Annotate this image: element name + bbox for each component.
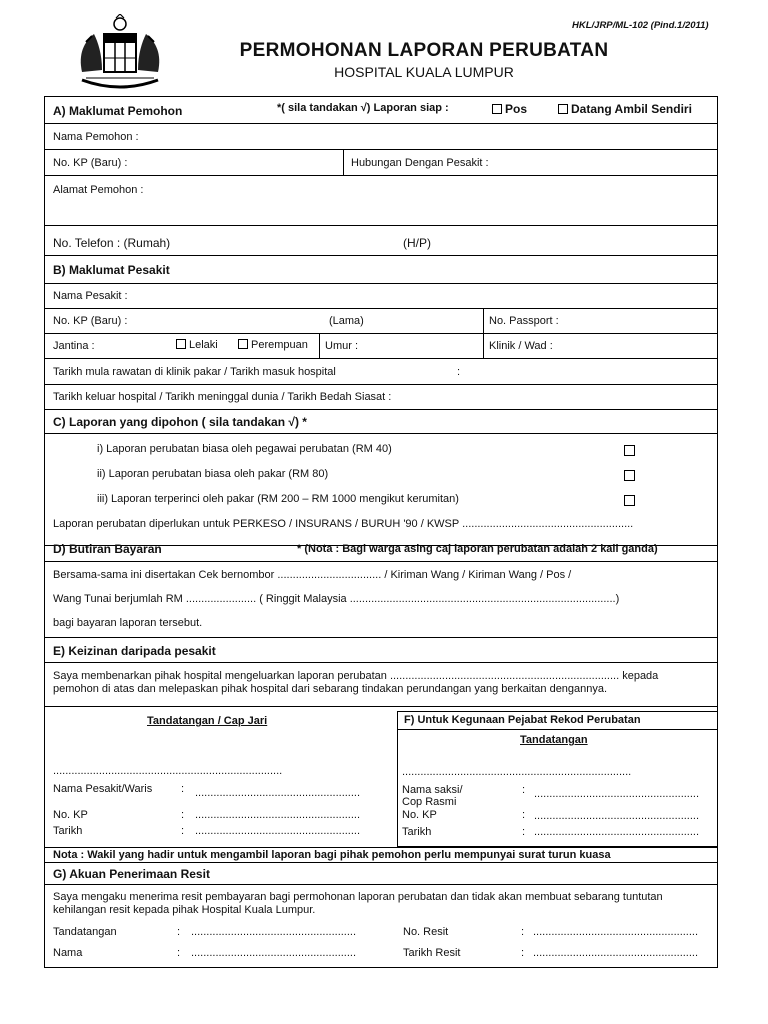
report-purpose-label: Laporan perubatan diperlukan untuk PERKESO / INSURANS / BURUH '90 / KWSP ........................................................ bbox=[53, 518, 634, 530]
receipt-no-field[interactable]: ...................................................... bbox=[533, 926, 699, 938]
consent-block bbox=[45, 663, 717, 707]
section-g-title: G) Akuan Penerimaan Resit bbox=[53, 867, 210, 881]
sign-ic-colon: : bbox=[181, 809, 185, 821]
section-c-header bbox=[45, 410, 717, 434]
receipt-text-1: Saya mengaku menerima resit pembayaran bagi permohonan laporan perubatan dan tidak akan membuat sebarang tuntutan bbox=[53, 891, 663, 903]
section-e-header bbox=[45, 638, 717, 663]
phone-home-label: No. Telefon : (Rumah) bbox=[53, 236, 171, 250]
authorization-note-row bbox=[45, 847, 717, 863]
ready-note: *( sila tandakan √) Laporan siap : bbox=[277, 102, 449, 114]
section-a-header bbox=[45, 97, 717, 124]
report-type-3-label: iii) Laporan terperinci oleh pakar (RM 200 – RM 1000 mengikut kerumitan) bbox=[97, 493, 459, 505]
checkbox-self-pickup[interactable] bbox=[558, 104, 568, 114]
officer-signature-title: Tandatangan bbox=[520, 734, 588, 746]
section-a-title: A) Maklumat Pemohon bbox=[53, 104, 183, 118]
officer-ic-label: No. KP bbox=[402, 809, 437, 821]
receipt-date-field[interactable]: ...................................................... bbox=[533, 947, 699, 959]
report-type-2-checkbox[interactable] bbox=[621, 470, 638, 483]
receipt-no-colon: : bbox=[521, 926, 525, 938]
applicant-name-row[interactable] bbox=[45, 124, 717, 150]
officer-signature-line[interactable]: ........................................................................... bbox=[402, 766, 632, 778]
officer-date-colon: : bbox=[522, 826, 526, 838]
female-label: Perempuan bbox=[251, 339, 308, 351]
applicant-address-label: Alamat Pemohon : bbox=[53, 184, 144, 196]
office-use-block bbox=[397, 711, 717, 847]
report-type-2-label: ii) Laporan perubatan biasa oleh pakar (RM 80) bbox=[97, 468, 329, 480]
receipt-date-colon: : bbox=[521, 947, 525, 959]
checkbox-female[interactable] bbox=[238, 339, 248, 349]
patient-name-waris-colon: : bbox=[181, 783, 185, 795]
officer-date-label: Tarikh bbox=[402, 826, 432, 838]
option-male[interactable] bbox=[173, 339, 218, 351]
option-female[interactable] bbox=[235, 339, 308, 351]
witness-name-field[interactable]: ...................................................... bbox=[534, 788, 700, 800]
patient-name-label: Nama Pesakit : bbox=[53, 290, 128, 302]
passport-label: No. Passport : bbox=[489, 315, 559, 327]
sign-date-label: Tarikh bbox=[53, 825, 83, 837]
applicant-phone-row[interactable] bbox=[45, 226, 717, 256]
form-title: PERMOHONAN LAPORAN PERUBATAN bbox=[239, 40, 609, 61]
section-f-title: F) Untuk Kegunaan Pejabat Rekod Perubatan bbox=[404, 714, 641, 726]
form-frame bbox=[44, 96, 718, 968]
applicant-ic-row[interactable] bbox=[45, 150, 717, 176]
report-type-block bbox=[45, 434, 717, 546]
patient-signature-line[interactable]: ........................................................................... bbox=[53, 765, 283, 777]
receipt-name-colon: : bbox=[177, 947, 181, 959]
payment-line-2: Wang Tunai berjumlah RM ....................... ( Ringgit Malaysia .......................................................................................) bbox=[53, 593, 620, 605]
checkbox-male[interactable] bbox=[176, 339, 186, 349]
section-d-header bbox=[45, 537, 717, 562]
receipt-name-label: Nama bbox=[53, 947, 83, 959]
receipt-block bbox=[45, 885, 717, 969]
officer-date-field[interactable]: ...................................................... bbox=[534, 826, 700, 838]
section-b-header bbox=[45, 256, 717, 284]
official-stamp-label: Cop Rasmi bbox=[402, 796, 457, 808]
consent-text-2: pemohon di atas dan melepaskan pihak hospital dari sebarang tindakan perundangan yang berkaitan dengannya. bbox=[53, 683, 608, 695]
payment-line-3: bagi bayaran laporan tersebut. bbox=[53, 617, 203, 629]
option-self-pickup[interactable] bbox=[555, 102, 692, 116]
sign-ic-field[interactable]: ...................................................... bbox=[195, 809, 361, 821]
foreigner-charge-note: * (Nota : Bagi warga asing caj laporan perubatan adalah 2 kali ganda) bbox=[297, 543, 658, 555]
relationship-label: Hubungan Dengan Pesakit : bbox=[351, 157, 489, 169]
receipt-name-field[interactable]: ...................................................... bbox=[191, 947, 357, 959]
patient-old-ic-label: (Lama) bbox=[329, 315, 364, 327]
payment-block bbox=[45, 562, 717, 638]
section-e-title: E) Keizinan daripada pesakit bbox=[53, 644, 216, 658]
report-type-1-label: i) Laporan perubatan biasa oleh pegawai perubatan (RM 40) bbox=[97, 443, 392, 455]
sign-date-field[interactable]: ...................................................... bbox=[195, 825, 361, 837]
discharge-label: Tarikh keluar hospital / Tarikh meninggal dunia / Tarikh Bedah Siasat : bbox=[53, 391, 392, 403]
section-d-title: D) Butiran Bayaran bbox=[53, 542, 162, 556]
treatment-start-row[interactable] bbox=[45, 359, 717, 385]
section-c-title: C) Laporan yang dipohon ( sila tandakan √) * bbox=[53, 415, 307, 429]
option-pos[interactable] bbox=[489, 102, 527, 116]
option-self-label: Datang Ambil Sendiri bbox=[571, 102, 692, 116]
patient-ic-row[interactable] bbox=[45, 309, 717, 334]
patient-name-waris-field[interactable]: ...................................................... bbox=[195, 787, 361, 799]
age-label: Umur : bbox=[325, 340, 358, 352]
authorization-note: Nota : Wakil yang hadir untuk mengambil laporan bagi pihak pemohon perlu mempunyai surat turun kuasa bbox=[53, 849, 611, 861]
consent-text-1: Saya membenarkan pihak hospital mengeluarkan laporan perubatan ........................................................................... kepada bbox=[53, 670, 659, 682]
receipt-sign-label: Tandatangan bbox=[53, 926, 117, 938]
section-g-header bbox=[45, 863, 717, 885]
witness-name-colon: : bbox=[522, 784, 526, 796]
patient-signature-title: Tandatangan / Cap Jari bbox=[147, 715, 268, 727]
sign-ic-label: No. KP bbox=[53, 809, 88, 821]
applicant-ic-label: No. KP (Baru) : bbox=[53, 157, 128, 169]
receipt-sign-field[interactable]: ...................................................... bbox=[191, 926, 357, 938]
officer-ic-colon: : bbox=[522, 809, 526, 821]
treatment-start-label: Tarikh mula rawatan di klinik pakar / Tarikh masuk hospital bbox=[53, 366, 336, 378]
officer-ic-field[interactable]: ...................................................... bbox=[534, 810, 700, 822]
patient-name-row[interactable] bbox=[45, 284, 717, 309]
checkbox-pos[interactable] bbox=[492, 104, 502, 114]
gender-label: Jantina : bbox=[53, 340, 95, 352]
report-type-3-checkbox[interactable] bbox=[621, 495, 638, 508]
treatment-start-colon: : bbox=[457, 366, 461, 378]
phone-hp-label: (H/P) bbox=[403, 236, 431, 250]
patient-ic-label: No. KP (Baru) : bbox=[53, 315, 128, 327]
male-label: Lelaki bbox=[189, 339, 218, 351]
applicant-name-label: Nama Pemohon : bbox=[53, 131, 139, 143]
payment-line-1: Bersama-sama ini disertakan Cek bernombor .................................. / Kiriman Wang / Kiriman Wang / Pos / bbox=[53, 569, 572, 581]
discharge-row[interactable] bbox=[45, 385, 717, 410]
report-type-1-checkbox[interactable] bbox=[621, 445, 638, 458]
hospital-name: HOSPITAL KUALA LUMPUR bbox=[334, 64, 514, 80]
option-pos-label: Pos bbox=[505, 102, 528, 116]
applicant-address-row[interactable] bbox=[45, 176, 717, 226]
form-reference: HKL/JRP/ML-102 (Pind.1/2011) bbox=[572, 20, 709, 31]
patient-gender-row[interactable] bbox=[45, 334, 717, 359]
receipt-sign-colon: : bbox=[177, 926, 181, 938]
clinic-ward-label: Klinik / Wad : bbox=[489, 340, 553, 352]
witness-name-label: Nama saksi/ bbox=[402, 784, 463, 796]
receipt-date-label: Tarikh Resit bbox=[403, 947, 461, 959]
receipt-no-label: No. Resit bbox=[403, 926, 449, 938]
patient-signature-block bbox=[45, 707, 397, 847]
receipt-text-2: kehilangan resit kepada pihak Hospital Kuala Lumpur. bbox=[53, 904, 316, 916]
patient-name-waris-label: Nama Pesakit/Waris bbox=[53, 783, 153, 795]
sign-date-colon: : bbox=[181, 825, 185, 837]
section-b-title: B) Maklumat Pesakit bbox=[53, 263, 170, 277]
